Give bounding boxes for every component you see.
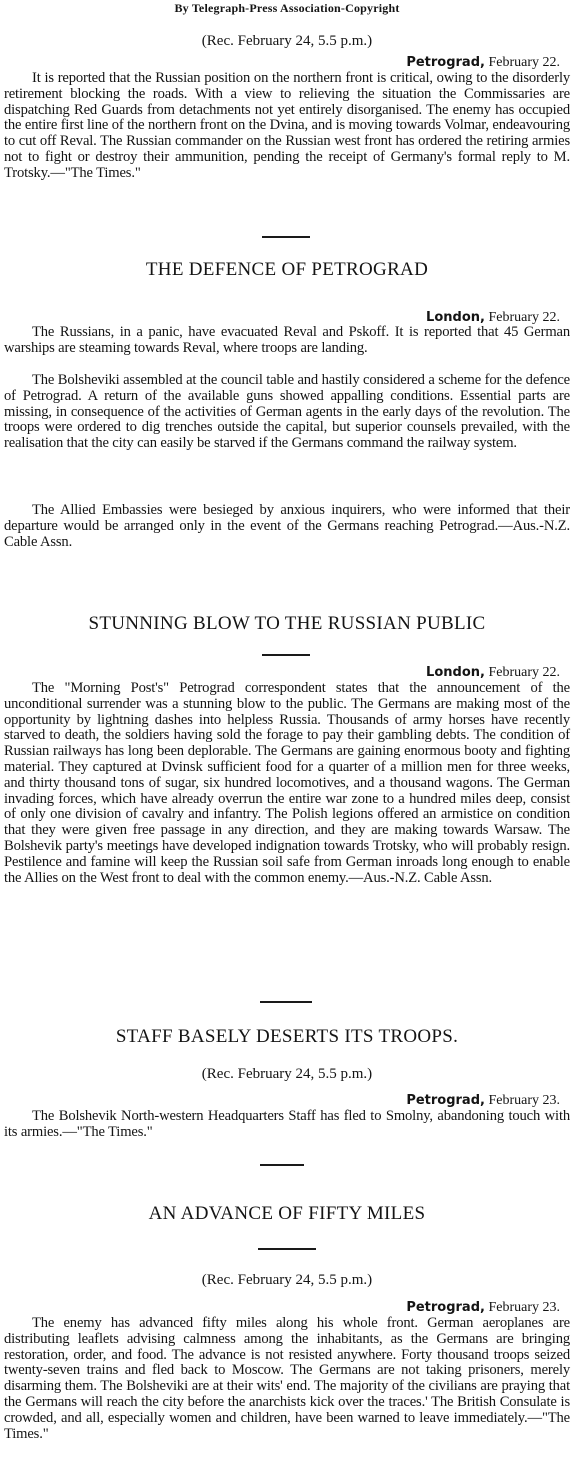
dateline xyxy=(406,1093,560,1109)
byline: By Telegraph-Press Association-Copyright xyxy=(174,1,400,15)
dateline xyxy=(406,1300,560,1316)
dateline xyxy=(426,665,560,681)
headline: AN ADVANCE OF FIFTY MILES xyxy=(148,1203,426,1224)
dateline-date: February 23. xyxy=(488,1300,560,1315)
dateline-place: London, xyxy=(426,310,485,325)
dateline-place: Petrograd, xyxy=(406,1093,485,1108)
dateline xyxy=(406,55,560,71)
dateline-place: Petrograd, xyxy=(406,55,485,70)
received-line: (Rec. February 24, 5.5 p.m.) xyxy=(201,33,373,49)
section-divider xyxy=(262,236,310,238)
article-paragraph: The enemy has advanced fifty miles along his whole front. German aeroplanes are distributing leaflets advising calmness among the inhabitants, as the Germans are bringing restoration, order, and food. The advance is not resisted anywhere. Forty thousand troops seized twenty-seven trains and fled back to Moscow. The Germans are not taking prisoners, merely disarming them. The Bolsheviki are at their wits' end. The majority of the civilians are praying that the Germans will reach the city before the anarchists kick over the traces.' The British Consulate is crowded, and all, especially women and children, have been warned to leave immediately.—"The Times." xyxy=(4,1315,570,1442)
dateline-date: February 22. xyxy=(488,55,560,70)
dateline-place: London, xyxy=(426,665,485,680)
article-paragraph: The Bolsheviki assembled at the council table and hastily considered a scheme for the defence of Petrograd. A return of the available guns showed appalling conditions. Essential parts are missing, in consequence of the activities of German agents in the early days of the revolution. The troops were ordered to dig trenches outside the capital, but superior counsels prevailed, with the realisation that the city can easily be starved if the Germans command the railway system. xyxy=(4,372,570,452)
dateline-date: February 23. xyxy=(488,1093,560,1108)
dateline-date: February 22. xyxy=(488,665,560,680)
received-line: (Rec. February 24, 5.5 p.m.) xyxy=(201,1066,373,1082)
dateline-date: February 22. xyxy=(488,310,560,325)
headline: STAFF BASELY DESERTS ITS TROOPS. xyxy=(115,1026,459,1047)
article-paragraph: The Allied Embassies were besieged by anxious inquirers, who were informed that their departure would be arranged only in the event of the Germans reaching Petrograd.—Aus.-N.Z. Cable Assn. xyxy=(4,502,570,550)
received-line: (Rec. February 24, 5.5 p.m.) xyxy=(201,1272,373,1288)
article-paragraph: The Bolshevik North-western Headquarters Staff has fled to Smolny, abandoning touch with its armies.—"The Times." xyxy=(4,1108,570,1140)
headline: STUNNING BLOW TO THE RUSSIAN PUBLIC xyxy=(88,613,486,634)
section-divider xyxy=(262,654,310,656)
section-divider xyxy=(260,1164,304,1166)
article-paragraph: It is reported that the Russian position on the northern front is critical, owing to the disorderly retirement blocking the roads. With a view to relieving the situation the Commissaries are dispatching Red Guards from detachments not yet entirely disorganised. The enemy has occupied the entire first line of the northern front on the Dvina, and is moving towards Volmar, endeavouring to cut off Reval. The Russian commander on the Russian west front has ordered the retiring armies not to fight or destroy their ammunition, pending the receipt of Germany's formal reply to M. Trotsky.—"The Times." xyxy=(4,70,570,181)
article-paragraph: The Russians, in a panic, have evacuated Reval and Pskoff. It is reported that 45 German warships are steaming towards Reval, where troops are landing. xyxy=(4,324,570,356)
headline: THE DEFENCE OF PETROGRAD xyxy=(145,259,429,280)
dateline-place: Petrograd, xyxy=(406,1300,485,1315)
section-divider xyxy=(260,1001,312,1003)
section-divider xyxy=(258,1248,316,1250)
article-paragraph: The "Morning Post's" Petrograd correspondent states that the announcement of the unconditional surrender was a stunning blow to the public. The Germans are making most of the opportunity by lightning dashes into helpless Russia. Thousands of army horses have recently starved to death, the soldiers having sold the forage to pay their gambling debts. The condition of Russian railways has long been deplorable. The Germans are gaining enormous booty and fighting material. They captured at Dvinsk sufficient food for a quarter of a million men for three weeks, and thirty thousand tons of sugar, six hundred locomotives, and a thousand wagons. The German invading forces, which have already overrun the entire war zone to a hundred miles deep, consist of only one division of cavalry and infantry. The Polish legions offered an armistice on condition that they were given free passage in any direction, and they are making towards Warsaw. The Bolshevik party's meetings have developed indignation towards Trotsky, who will probably resign. Pestilence and famine will keep the Russian soil safe from German inroads long enough to enable the Allies on the West front to deal with the common enemy.—Aus.-N.Z. Cable Assn. xyxy=(4,680,570,886)
